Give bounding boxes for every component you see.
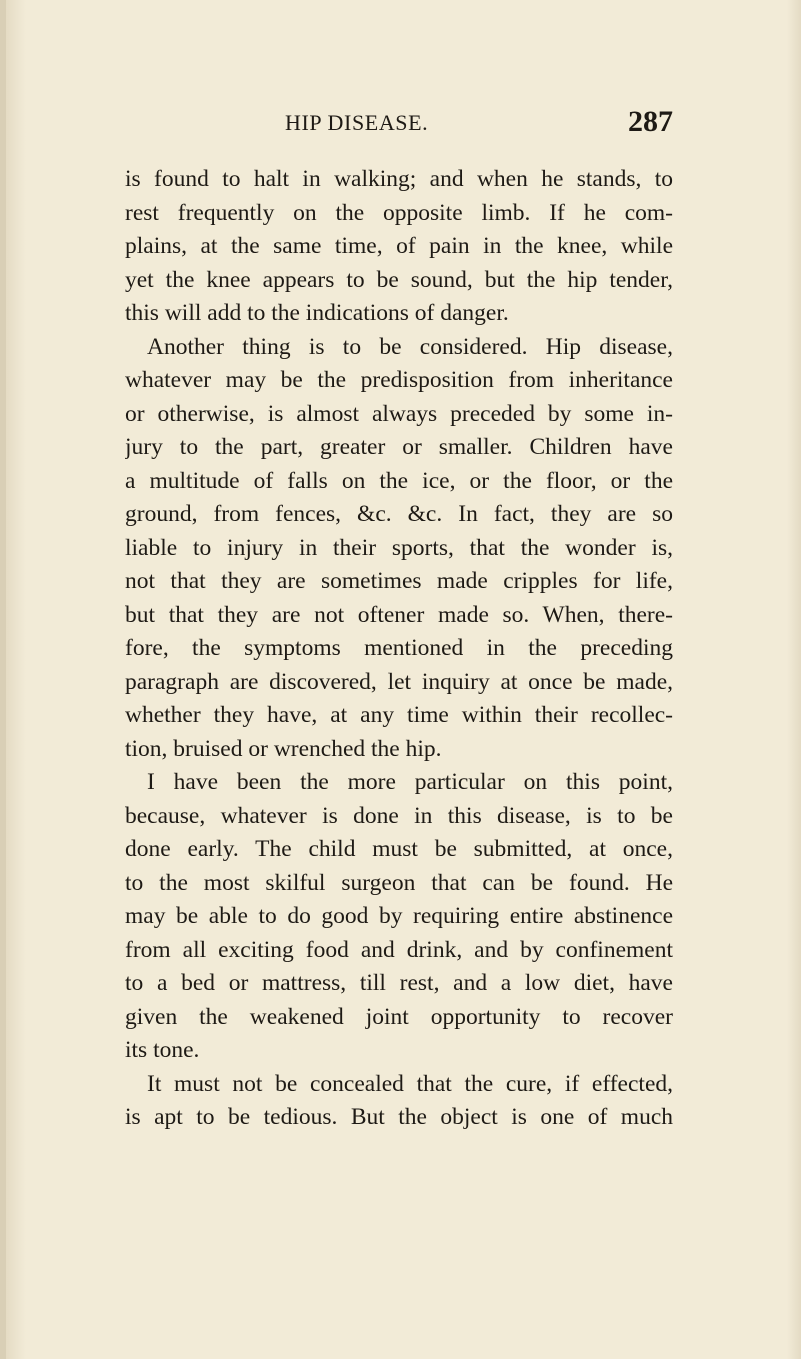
text-line: rest frequently on the opposite limb. If he com-: [125, 199, 673, 226]
text-line: I have been the more particular on this point,: [147, 769, 673, 795]
text-line: because, whatever is done in this disease, is to be: [125, 802, 673, 829]
text-line: from all exciting food and drink, and by confinement: [125, 936, 673, 963]
text-line: to the most skilful surgeon that can be found. He: [125, 869, 673, 896]
text-line: paragraph are discovered, let inquiry at once be made,: [125, 668, 673, 695]
text-line: may be able to do good by requiring entire abstinence: [125, 903, 673, 929]
text-line: jury to the part, greater or smaller. Children have: [125, 434, 673, 460]
text-line: liable to injury in their sports, that the wonder is,: [125, 534, 673, 561]
text-line: fore, the symptoms mentioned in the preceding: [125, 635, 673, 661]
text-line: a multitude of falls on the ice, or the floor, or the: [125, 467, 673, 494]
text-line: this will add to the indications of danger.: [125, 300, 509, 326]
text-line: given the weakened joint opportunity to recover: [125, 1003, 673, 1030]
text-line: or otherwise, is almost always preceded by some in-: [125, 400, 673, 427]
text-line: whatever may be the predisposition from inheritance: [125, 367, 673, 393]
running-title: HIP DISEASE.: [285, 110, 429, 135]
text-line: but that they are not oftener made so. When, there-: [125, 601, 673, 628]
text-line: tion, bruised or wrenched the hip.: [125, 735, 442, 762]
text-line: is found to halt in walking; and when he stands, to: [125, 166, 673, 192]
text-line: It must not be concealed that the cure, if effected,: [147, 1070, 673, 1097]
page-number: 287: [628, 105, 673, 138]
text-line: its tone.: [125, 1037, 200, 1063]
text-line: done early. The child must be submitted, at once,: [125, 836, 673, 862]
text-line: whether they have, at any time within their recollec-: [125, 702, 673, 728]
text-line: ground, from fences, &c. &c. In fact, they are so: [125, 501, 673, 527]
text-line: plains, at the same time, of pain in the knee, while: [125, 233, 673, 259]
page-binding-edge: [0, 0, 6, 1359]
text-line: Another thing is to be considered. Hip disease,: [147, 333, 673, 360]
running-head: [125, 107, 673, 139]
text-line: is apt to be tedious. But the object is one of much: [125, 1104, 673, 1130]
text-line: not that they are sometimes made cripples for life,: [125, 568, 673, 594]
body-text: [125, 163, 673, 1135]
text-line: yet the knee appears to be sound, but the hip tender,: [125, 266, 673, 293]
text-line: to a bed or mattress, till rest, and a low diet, have: [125, 970, 673, 996]
